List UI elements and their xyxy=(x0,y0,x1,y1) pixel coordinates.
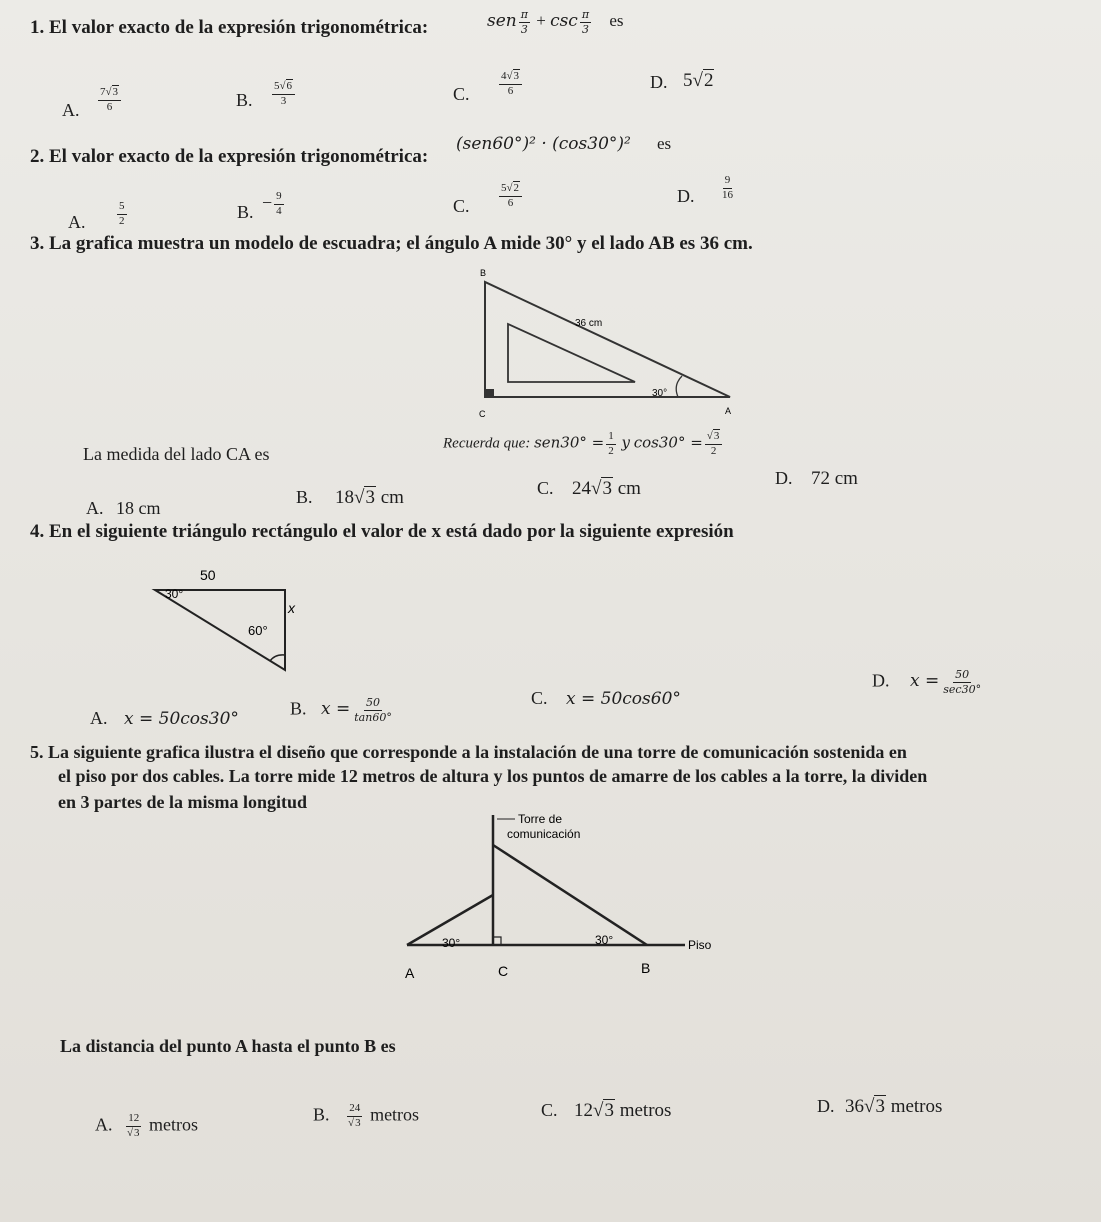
q5-label-a: A xyxy=(405,965,415,981)
q1-expression xyxy=(487,8,624,37)
q4-option-c xyxy=(531,688,681,709)
q1-three-2: 3 xyxy=(581,22,589,36)
q1-tail: es xyxy=(609,11,624,31)
q3-option-b: B. 18√3 cm xyxy=(296,487,404,508)
q5-option-c: C. 12√3 metros xyxy=(541,1100,672,1121)
q5-stem-line-2: el piso por dos cables. La torre mide 12 metros de altura y los puntos de amarre de los cables a la torre, la dividen xyxy=(58,766,928,786)
q3-option-a xyxy=(86,498,161,519)
q4-option-a-value: x = 50cos30° xyxy=(124,709,239,729)
q5-tower-label-1: Torre de xyxy=(518,812,563,826)
q3-label-side: 36 cm xyxy=(575,318,603,329)
q4-d-lhs: x = xyxy=(910,671,940,692)
q3-b-coef: 18 xyxy=(335,487,355,508)
q4-option-b-label: B. xyxy=(290,698,307,719)
q3-option-d-label: D. xyxy=(775,468,793,488)
q5-stem-line-3: en 3 partes de la misma longitud xyxy=(58,792,308,812)
q2-stem: 2. El valor exacto de la expresión trigonométrica: xyxy=(30,146,429,167)
q5-c-coef: 12 xyxy=(574,1100,594,1121)
q5-prompt: La distancia del punto A hasta el punto B es xyxy=(60,1036,396,1056)
q1-stem: 1. El valor exacto de la expresión trigonométrica: xyxy=(30,17,429,38)
q1-pi-2: π xyxy=(581,8,590,21)
q3-b-rad: 3 xyxy=(365,487,375,508)
q2-option-b-label: B. xyxy=(237,202,254,222)
q3-outer-triangle xyxy=(485,282,730,397)
q5-label-c: C xyxy=(498,963,509,979)
q3-label-b: B xyxy=(480,268,487,278)
q3-hint-sen: sen30° = xyxy=(534,433,605,452)
q3-c-unit: cm xyxy=(617,478,641,499)
q4-b-den: tan60° xyxy=(354,710,392,724)
q3-set-square-figure xyxy=(470,262,750,422)
q5-option-a-label: A. xyxy=(95,1114,113,1135)
q2-c-num: 5 xyxy=(501,182,507,194)
q1-option-a-label: A. xyxy=(62,100,80,120)
q2-b-den: 4 xyxy=(276,204,282,217)
q5-label-piso: Piso xyxy=(688,938,712,952)
q5-tower-label-2: comunicación xyxy=(507,827,581,841)
q3-option-a-value: 18 cm xyxy=(116,498,161,518)
q5-a-unit: metros xyxy=(149,1114,199,1135)
q3-hint-rad: 3 xyxy=(713,430,720,442)
q1-option-c-value: $\frac{4√3}{6}$ xyxy=(497,70,524,99)
q4-b-lhs: x = xyxy=(321,699,351,720)
q3-hint-lead: Recuerda que: xyxy=(443,435,531,452)
q4-label-50: 50 xyxy=(200,567,216,583)
q3-hint-cos: cos30° = xyxy=(633,433,703,452)
q5-option-c-label: C. xyxy=(541,1100,558,1120)
q5-option-d: D. 36√3 metros xyxy=(817,1096,943,1117)
q1-d-rad: 2 xyxy=(703,70,714,91)
q5-d-unit: metros xyxy=(890,1096,943,1117)
q5-stem-line-1: 5. La siguiente grafica ilustra el diseño que corresponde a la instalación de una torre de comunicación sostenida en xyxy=(30,742,907,762)
q2-option-d-value xyxy=(718,174,737,203)
q5-b-unit: metros xyxy=(370,1104,420,1125)
q3-label-angle: 30° xyxy=(652,388,668,399)
q4-triangle-figure xyxy=(120,560,305,680)
q4-stem: 4. En el siguiente triángulo rectángulo el valor de x está dado por la siguiente expresión xyxy=(30,521,734,542)
q3-hint-two-1: 2 xyxy=(608,444,614,457)
q1-pi-1: π xyxy=(520,8,528,21)
q1-b-rad: 6 xyxy=(286,80,293,92)
q3-hint: Recuerda que: sen30° = $\frac{1}{2}$ y cos30° = $\frac{√3}{2}$ xyxy=(443,430,724,459)
q3-stem: 3. La grafica muestra un modelo de escuadra; el ángulo A mide 30° y el lado AB es 36 cm. xyxy=(30,233,753,254)
q1-c-rad: 3 xyxy=(513,70,520,82)
q4-option-d-label: D. xyxy=(872,670,890,691)
q5-b-rad: 3 xyxy=(355,1116,361,1129)
q3-option-b-label: B. xyxy=(296,487,313,507)
q2-option-b-value xyxy=(262,190,286,219)
q4-label-60: 60° xyxy=(248,623,268,638)
q1-three-1: 3 xyxy=(520,22,528,36)
q3-label-a: A xyxy=(725,406,732,416)
q3-option-c: C. 24√3 cm xyxy=(537,478,641,499)
q5-c-unit: metros xyxy=(619,1100,672,1121)
q5-tower-figure xyxy=(385,805,735,985)
q3-hint-two-2: 2 xyxy=(710,444,717,457)
q2-option-c-label: C. xyxy=(453,196,470,216)
q3-option-d-value: 72 cm xyxy=(811,468,858,489)
q4-label-30: 30° xyxy=(165,587,184,601)
q4-d-den: sec30° xyxy=(943,682,982,696)
q3-label-c: C xyxy=(479,409,486,419)
q5-d-coef: 36 xyxy=(845,1096,864,1117)
q4-option-a xyxy=(90,708,239,729)
q5-option-b: B. $\frac{24}{√3}$ metros xyxy=(313,1102,420,1129)
q3-option-a-label: A. xyxy=(86,498,104,518)
q2-b-num: 9 xyxy=(274,190,284,205)
q2-option-c-value: $\frac{5√2}{6}$ xyxy=(497,182,524,211)
q5-c-rad: 3 xyxy=(604,1100,614,1121)
q1-option-b-value: $\frac{5√6}{3}$ xyxy=(270,80,297,109)
q1-c-den: 6 xyxy=(507,84,514,97)
q2-option-d-label: D. xyxy=(677,186,695,206)
q2-c-den: 6 xyxy=(507,196,514,209)
q3-angle-arc xyxy=(676,376,682,397)
q2-option-a-value xyxy=(115,200,129,229)
q1-a-rad: 3 xyxy=(112,86,119,98)
q5-option-a: A. $\frac{12}{√3}$ metros xyxy=(95,1112,199,1139)
q4-option-d xyxy=(872,668,985,697)
q1-option-a-value: $\frac{7√3}{6}$ xyxy=(96,86,123,115)
q5-label-30-left: 30° xyxy=(442,936,461,950)
q5-b-num: 24 xyxy=(347,1102,362,1117)
q5-a-num: 12 xyxy=(126,1112,141,1127)
q4-option-c-label: C. xyxy=(531,688,548,708)
q1-csc: csc xyxy=(550,11,578,32)
q4-option-b xyxy=(290,696,396,725)
q1-b-den: 3 xyxy=(280,94,287,107)
q2-a-num: 5 xyxy=(117,200,127,215)
q2-expression: (sen60°)² · (cos30°)² xyxy=(456,134,631,154)
q3-b-unit: cm xyxy=(380,487,404,508)
q3-hint-one: 1 xyxy=(606,430,616,445)
q1-c-num: 4 xyxy=(501,70,507,82)
q2-c-rad: 2 xyxy=(513,182,520,194)
q5-label-30-right: 30° xyxy=(595,933,614,947)
q4-b-num: 50 xyxy=(366,696,381,709)
q4-d-num: 50 xyxy=(955,668,970,681)
q5-option-d-label: D. xyxy=(817,1096,835,1116)
q3-prompt: La medida del lado CA es xyxy=(83,444,270,464)
q1-d-coef: 5 xyxy=(683,70,693,91)
q2-b-sign: − xyxy=(262,192,273,213)
q1-b-num: 5 xyxy=(274,80,280,92)
q2-option-a-label: A. xyxy=(68,212,86,232)
q5-d-rad: 3 xyxy=(875,1096,885,1117)
q1-a-den: 6 xyxy=(106,100,113,113)
q5-option-b-label: B. xyxy=(313,1104,330,1125)
q2-tail: es xyxy=(657,134,672,153)
q5-cable-right xyxy=(493,845,647,945)
q1-a-num: 7 xyxy=(100,86,106,98)
q3-option-d xyxy=(775,468,858,490)
q3-right-angle-mark xyxy=(485,389,494,397)
q4-option-a-label: A. xyxy=(90,708,108,728)
q3-inner-triangle xyxy=(508,324,635,382)
q4-label-x: x xyxy=(288,600,295,616)
q2-a-den: 2 xyxy=(119,214,125,227)
q3-c-rad: 3 xyxy=(602,478,612,499)
q1-plus: + xyxy=(536,11,546,31)
q5-label-b: B xyxy=(641,960,651,976)
q1-sen: sen xyxy=(487,11,517,32)
q5-a-rad: 3 xyxy=(134,1126,140,1139)
q4-angle-arc xyxy=(270,655,285,661)
q3-hint-y: y xyxy=(621,433,630,452)
q3-c-coef: 24 xyxy=(572,478,592,499)
q1-option-d-value: 5√2 xyxy=(683,70,714,91)
q1-option-b-label: B. xyxy=(236,90,253,110)
q1-option-c-label: C. xyxy=(453,84,470,104)
q1-option-d-label: D. xyxy=(650,72,668,92)
q2-d-num: 9 xyxy=(723,174,733,189)
q2-d-den: 16 xyxy=(722,188,733,201)
q3-option-c-label: C. xyxy=(537,478,554,498)
q4-option-c-value: x = 50cos60° xyxy=(566,689,681,709)
